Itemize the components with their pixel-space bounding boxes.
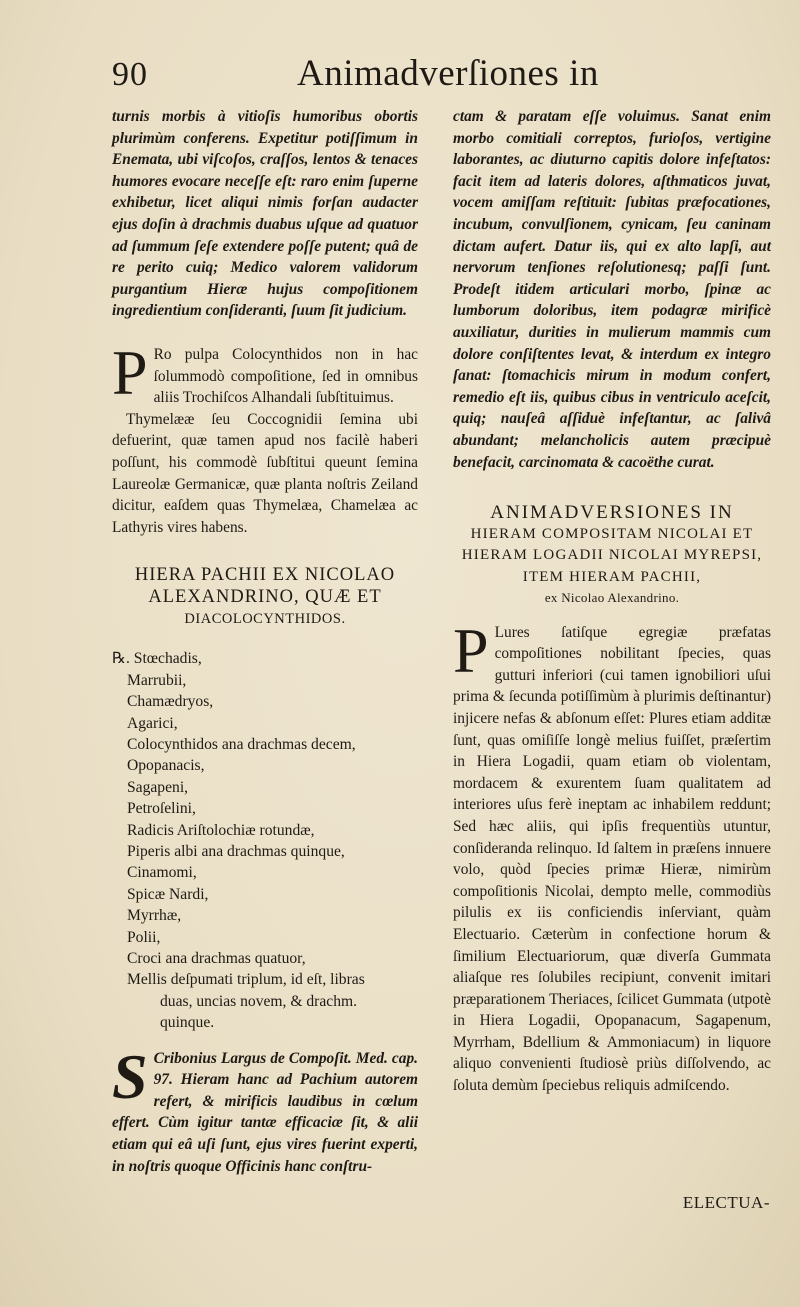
recipe-item: Cinamomi, <box>127 864 197 882</box>
recipe-item: Opopanacis, <box>127 757 205 775</box>
recipe-item: Agarici, <box>127 714 178 732</box>
right-paragraph-2 <box>453 614 771 1097</box>
section-heading <box>112 564 418 630</box>
left-paragraph-2-text: Ro pulpa Colocynthidos non in hac ſolummodò compoſitione, ſed in omnibus aliis Trochiſcos Alhandali ſubſtituimus. <box>153 345 418 407</box>
section-heading-line-1: HIERA PACHII EX NICOLAO ALEXANDRINO, QUÆ ET <box>134 565 396 608</box>
recipe-item: Sagapeni, <box>127 778 189 796</box>
right-column <box>453 106 771 1097</box>
right-heading-line-2: HIERAM COMPOSITAM NICOLAI ET HIERAM LOGADII NICOLAI MYREPSI, ITEM HIERAM PACHII, <box>461 525 763 585</box>
recipe-item: Colocynthidos ana drachmas decem, <box>127 735 356 753</box>
recipe-item: Piperis albi ana drachmas quinque, <box>127 842 345 860</box>
recipe-item: Croci ana drachmas quatuor, <box>127 949 306 967</box>
right-heading-line-3: ex Nicolao Alexandrino. <box>544 590 680 606</box>
recipe-item: Petroſelini, <box>127 800 196 818</box>
recipe-item: Myrrhæ, <box>127 907 182 925</box>
catchword: ELECTUA- <box>682 1193 770 1212</box>
right-heading <box>453 503 771 608</box>
recipe-item: ℞. Stœchadis, <box>112 650 202 668</box>
left-paragraph-4-text: Cribonius Largus de Compoſit. Med. cap. 97. Hieram hanc ad Pachium autorem refert, & mirificis laudibus in cœlum effert. Cùm igitur tantæ efficaciæ ſit, & alii etiam qui eâ uſi ſunt, ejus vires fuerint experti, in noſtris quoque Officinis hanc conſtru- <box>112 1049 418 1175</box>
recipe-item: Mellis deſpumati triplum, id eſt, libras <box>127 971 365 989</box>
running-title: Animadverſiones in <box>297 53 599 94</box>
right-paragraph-2-text: Lures ſatiſque egregiæ præfatas compoſitiones nobilitant ſpecies, quas gutturi inferiori (cui tamen ignobiliori uſui prima & ſecunda potiſſimùm à plurimis deſtinantur) injicere nefas & abſonum eſſet: Plures etiam additæ ſunt, quas omiſiſſe longè melius fuiſſet, præſertim in Hiera Logadii, quam etiam ob violentam, mordacem & exurentem ſuam qualitatem ad interiores uſus ferè ineptam ac inhabilem reddunt; Sed hæc aliis, qui ipſis frequentiùs utuntur, conſideranda relinquo. Id ſaltem in præſens innuere volo, quòd ſpecies primæ Hieræ, nimirùm compoſitionis Nicolai, dempto melle, commodiùs pilulis ex iis conficiendis inſerviant, quàm Electuario. Cæterùm in confectione horum & ſimilium Electuariorum, quæ diverſa Gummata aliaſque res ſolubiles recipiunt, convenit imitari præparationem Theriaces, ſcilicet Gummata (utpotè in Hiera Logadii, Opopanacum, Sagapenum, Myrrham, Bdellium & Ammoniacum) in liquore aliquo convenienti ſtudiosè priùs diſſolvendo, ac ſoluta demùm ſpeciebus reliquis admiſcendo. <box>453 623 771 1095</box>
recipe-item: Marrubii, <box>127 671 187 689</box>
drop-cap: P <box>112 336 148 408</box>
section-heading-line-2: DIACOLOCYNTHIDOS. <box>184 611 346 628</box>
right-paragraph-1: ctam & paratam eſſe voluimus. Sanat enim morbo comitiali correptos, furioſos, vertigine laborantes, ac diuturno capitis dolore infeſtatos: facit item ad lateris dolores, aſthmaticos juvat, vocem amiſſam reſtituit: ſubitas præfocationes, incubum, convulſionem, cynicam, ſeu caninam dictam aufert. Datur iis, qui ex alto lapſi, aut nervorum tenſiones reſolutionesq; paſſi ſunt. Prodeſt itidem articulari morbo, ſpinæ ac lumborum doloribus, item podagræ mirificè auxiliatur, durities in mulierum mammis cum dolore conſiſtentes levat, & interdum ex integro ſanat: ſtomachicis mirum in modum confert, remedio eſt iis, quibus cibus in ventriculo aceſcit, quiq; nauſeâ aſſiduè infeſtantur, ac ſalivâ abundant; melancholicis autem præcipuè benefacit, carcinomata & cacoëthe curat. <box>453 108 771 471</box>
drop-cap: S <box>112 1040 148 1112</box>
right-heading-line-1: ANIMADVERSIONES IN <box>490 502 734 524</box>
drop-cap: P <box>453 614 489 686</box>
left-paragraph-2 <box>112 336 418 409</box>
recipe-item: Radicis Ariſtolochiæ rotundæ, <box>127 821 315 839</box>
left-paragraph-1: turnis morbis à vitioſis humoribus obortis plurimùm conferens. Expetitur potiſſimum in Enemata, ubi viſcoſos, craſſos, lentos & tenaces humores evocare neceſſe eſt: raro enim ſuperne exhibetur, licet aliqui nimis forſan audacter ejus doſin à drachmis duabus uſque ad quatuor ad ſummum ſeſe extendere poſſe putent; quâ de re perito cuiq; Medico valorem validorum purgantium Hieræ hujus compoſitionem ingredientium conſideranti, ſuum ſit judicium. <box>112 108 418 320</box>
page-number: 90 <box>112 56 148 93</box>
recipe-item: Polii, <box>127 928 161 946</box>
recipe-item: duas, uncias novem, & drachm. <box>160 992 358 1010</box>
recipe-item: Spicæ Nardi, <box>127 885 209 903</box>
recipe-list <box>112 648 418 1033</box>
left-paragraph-4 <box>112 1040 418 1178</box>
left-column <box>112 106 418 1177</box>
recipe-item: quinque. <box>160 1014 215 1032</box>
page-header <box>112 52 772 96</box>
recipe-item: Chamædryos, <box>127 693 214 711</box>
left-paragraph-3: Thymelææ ſeu Coccognidii ſemina ubi defuerint, quæ tamen apud nos facilè haberi poſſunt, his commodè ſubſtitui queunt ſemina Laureolæ Germanicæ, quæ planta noſtris Zeiland dicitur, eaſdem quas Thymelæa, Chamelæa ac Lathyris vires habens. <box>112 410 418 536</box>
